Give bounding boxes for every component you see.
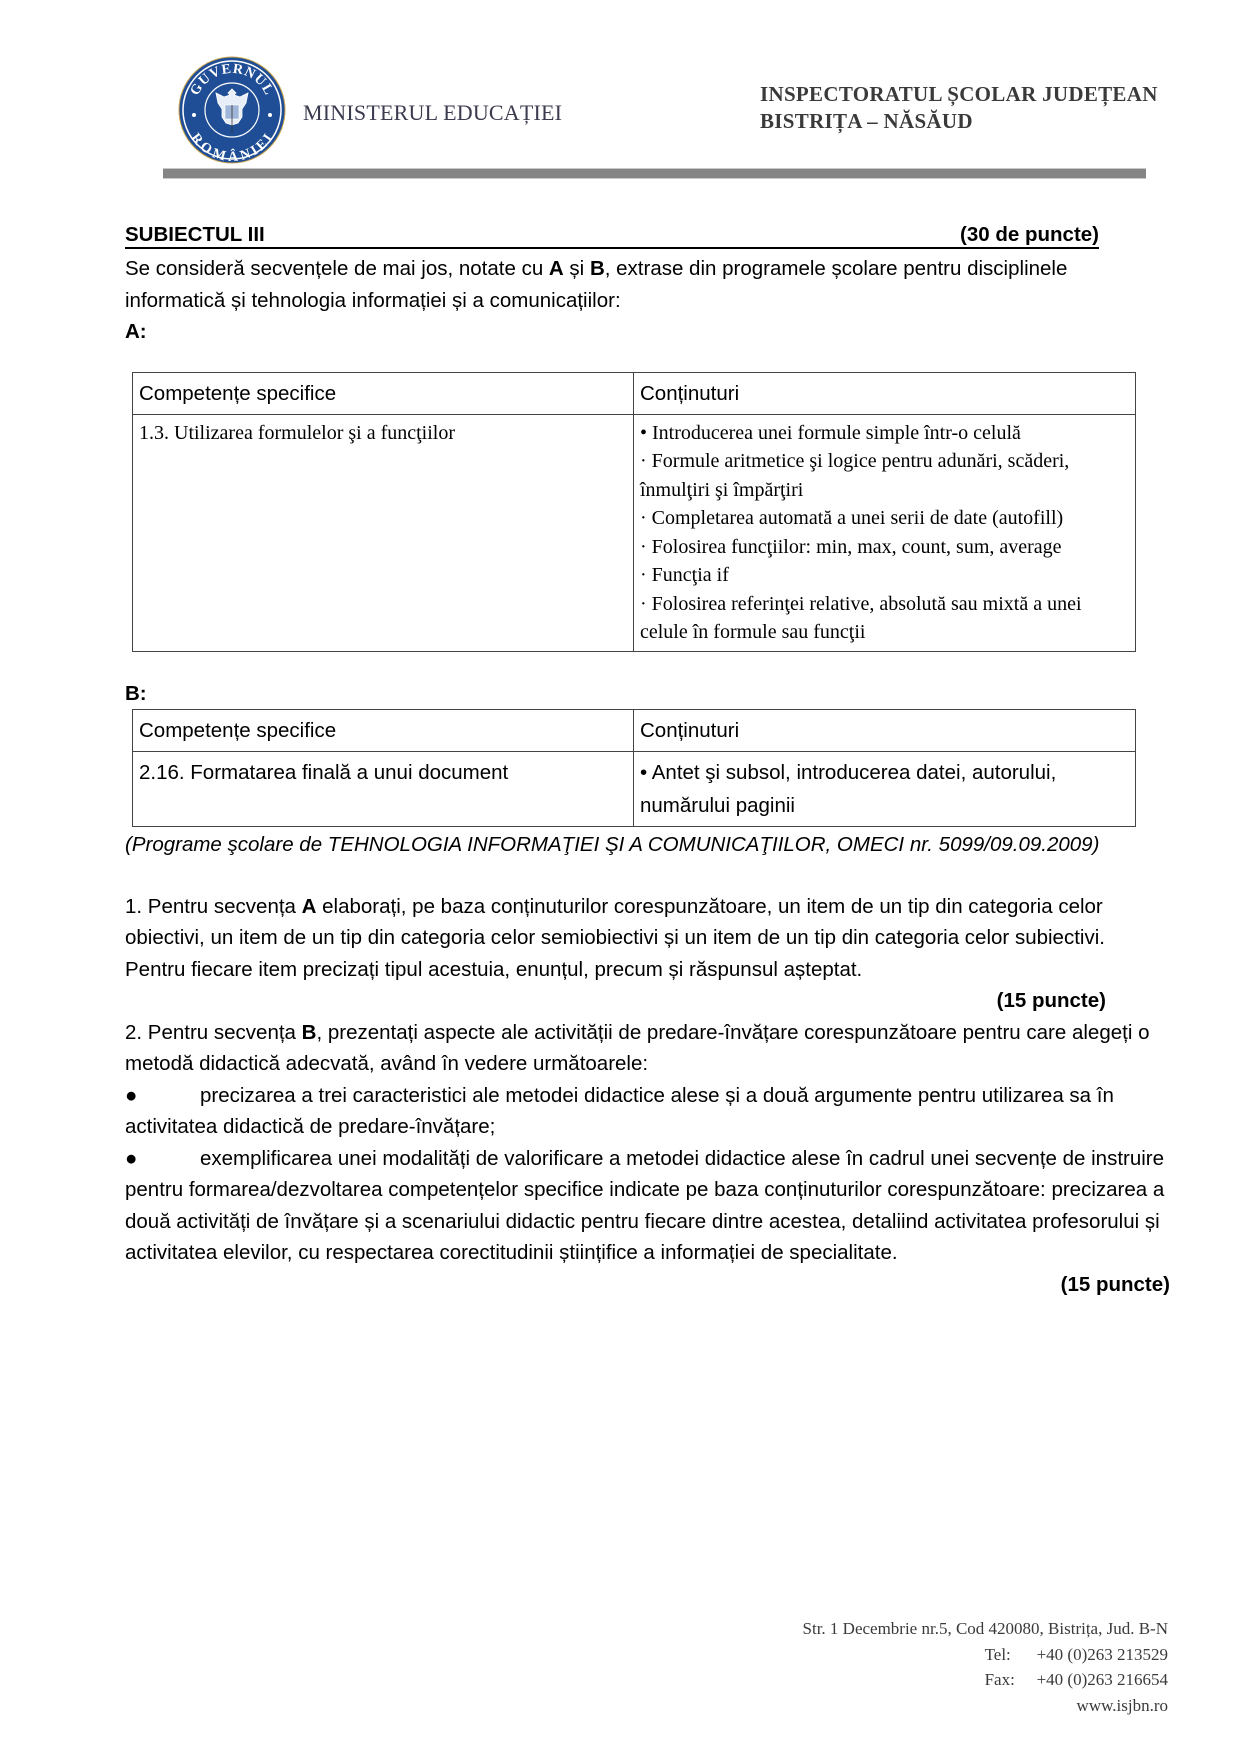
subject-points: (30 de puncte) [960, 223, 1099, 246]
bullet-icon: ● [125, 1083, 138, 1107]
content-item: • Introducerea unei formule simple într-o celulă [640, 421, 1021, 444]
intro-label-a: A [548, 257, 564, 280]
source-citation: (Programe şcolare de TEHNOLOGIA INFORMAŢIEI ŞI A COMUNICAŢIILOR, OMECI nr. 5099/09.09.2009) [125, 833, 1100, 856]
page-header [0, 0, 1241, 190]
header-contents: Conținuturi [634, 372, 1136, 414]
section-b-table [132, 709, 1136, 827]
task-2-bullet [125, 1143, 1170, 1269]
task-1 [125, 891, 1170, 986]
header-contents: Conținuturi [634, 710, 1136, 752]
svg-text:GUVERNUL: GUVERNUL [187, 61, 277, 99]
contents-cell: • Antet şi subsol, introducerea datei, autorului, numărului paginii [634, 752, 1136, 827]
header-divider [163, 168, 1146, 179]
task-label-b: B [301, 1020, 317, 1044]
content-item: · Completarea automată a unei serii de date (autofill) [640, 507, 1064, 529]
inspectorate-name [760, 81, 1158, 135]
page-footer [803, 1616, 1168, 1718]
fax-value: +40 (0)263 216654 [1036, 1670, 1168, 1689]
footer-address: Str. 1 Decembrie nr.5, Cod 420080, Bistrița, Jud. B-N [802, 1619, 1168, 1638]
content-item: · Folosirea funcţiilor: min, max, count, sum, average [640, 535, 1062, 558]
contents-cell [634, 414, 1136, 651]
header-competences: Competențe specifice [133, 372, 634, 414]
footer-fax [803, 1667, 1168, 1693]
intro-label-b: B [589, 257, 605, 280]
task-1-points: (15 puncte) [996, 989, 1106, 1012]
content-item: · Formule aritmetice şi logice pentru adunări, scăderi, înmulţiri şi împărţiri [640, 450, 1070, 501]
task-2-bullet [125, 1080, 1170, 1143]
task-text: 2. Pentru secvența [125, 1020, 302, 1044]
tel-label: Tel: [984, 1644, 1011, 1664]
section-b-label: B: [125, 681, 147, 705]
intro-text: și [563, 257, 590, 280]
task-text: , prezentați aspecte ale activității de predare-învățare corespunzătoare pentru care alegeți o metodă didactică adecvată, având în vedere următoarele: [125, 1020, 1150, 1075]
header-competences: Competențe specifice [133, 710, 634, 752]
section-a-label: A: [125, 320, 147, 343]
intro-text: , extrase din programele școlare pentru disciplinele informatică și tehnologia informației și a comunicațiilor: [125, 257, 1068, 312]
table-row [133, 752, 1136, 827]
table-header-row [133, 710, 1136, 752]
subject-heading [125, 222, 1099, 249]
content-item: · Folosirea referinţei relative, absolută sau mixtă a unei celule în formule sau funcţii [640, 592, 1082, 643]
task-2 [125, 1017, 1170, 1080]
task-text: elaborați, pe baza conținuturilor corespunzătoare, un item de un tip din categoria celor obiectivi, un item de un tip din categoria celor semiobiectivi și un item de un tip din categoria celor subiectivi. Pentru fiecare item precizați tipul acestuia, enunțul, precum și răspunsul așteptat. [125, 894, 1105, 981]
subject-intro [125, 253, 1170, 316]
section-a-table [132, 372, 1136, 652]
fax-label: Fax: [984, 1670, 1015, 1689]
table-row [133, 414, 1136, 651]
task-2-points: (15 puncte) [1060, 1272, 1170, 1296]
tel-value: +40 (0)263 213529 [1036, 1644, 1168, 1664]
table-header-row [133, 372, 1136, 414]
inspectorate-line-1: INSPECTORATUL ȘCOLAR JUDEȚEAN [760, 82, 1158, 106]
content-item: · Funcţia if [640, 564, 729, 586]
competence-cell: 2.16. Formatarea finală a unui document [133, 752, 634, 827]
task-label-a: A [301, 894, 317, 918]
bullet-icon: ● [125, 1146, 138, 1170]
ministry-name: MINISTERUL EDUCAȚIEI [303, 100, 563, 125]
bullet-text: precizarea a trei caracteristici ale metodei didactice alese și a două argumente pentru utilizarea sa în activitatea didactică de predare-învățare; [125, 1083, 1114, 1138]
inspectorate-line-2: BISTRIȚA – NĂSĂUD [760, 109, 973, 133]
document-body [125, 222, 1170, 1300]
footer-tel [803, 1642, 1168, 1668]
task-text: 1. Pentru secvența [125, 894, 302, 918]
subject-title: SUBIECTUL III [125, 223, 265, 246]
svg-text:ROMÂNIEI: ROMÂNIEI [187, 130, 277, 165]
competence-cell: 1.3. Utilizarea formulelor şi a funcţiilor [133, 414, 634, 651]
footer-website[interactable]: www.isjbn.ro [1076, 1695, 1168, 1715]
government-seal-icon [177, 55, 287, 165]
intro-text: Se consideră secvențele de mai jos, notate cu [125, 257, 549, 280]
bullet-text: exemplificarea unei modalități de valorificare a metodei didactice alese în cadrul unei secvențe de instruire pentru formarea/dezvoltarea competențelor specifice indicate pe baza conținuturilor corespunzătoare: precizarea a două activități de învățare și a scenariului didactic pentru fiecare dintre acestea, detaliind activitatea profesorului și activitatea elevilor, cu respectarea corectitudinii științifice a informației de specialitate. [125, 1146, 1165, 1264]
